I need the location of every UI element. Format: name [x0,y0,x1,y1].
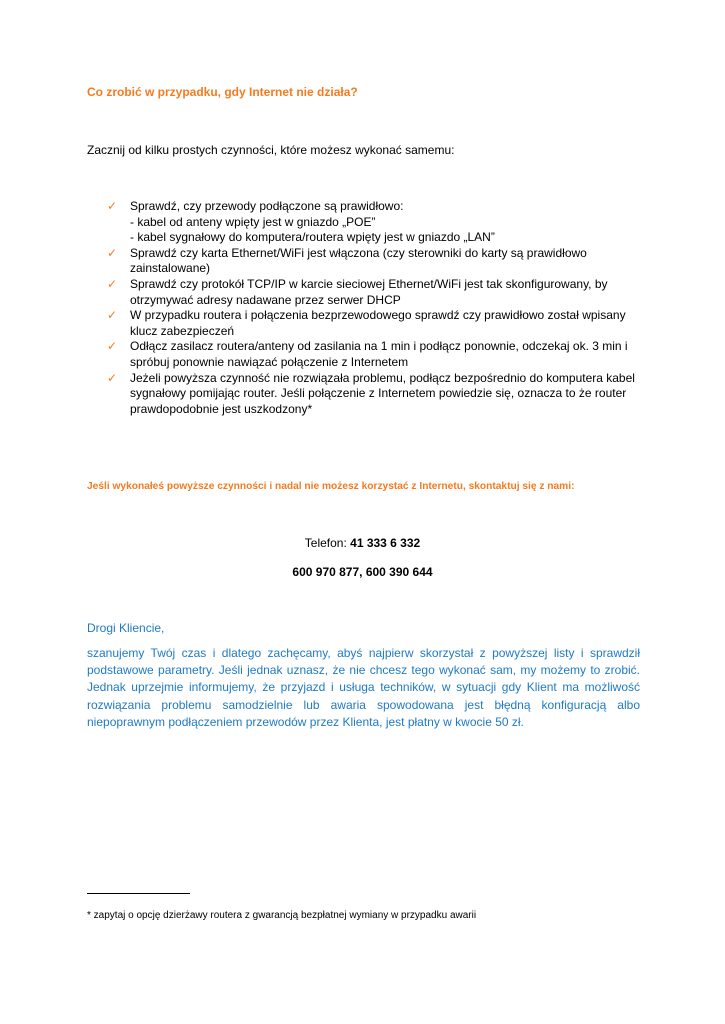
list-item [107,371,647,418]
troubleshooting-checklist [107,199,647,417]
check-icon: ✓ [107,370,118,385]
list-item [107,277,647,308]
phone-line [0,536,725,550]
page-title: Co zrobić w przypadku, gdy Internet nie działa? [87,85,358,99]
intro-text: Zacznij od kilku prostych czynności, które możesz wykonać samemu: [87,143,455,157]
list-item [107,246,647,277]
list-item-text: Sprawdź czy karta Ethernet/WiFi jest włączona (czy sterowniki do karty są prawidłowo zainstalowane) [130,245,587,276]
list-item-text: Sprawdź czy protokół TCP/IP w karcie sieciowej Ethernet/WiFi jest tak skonfigurowany, by otrzymywać adresy nadawane przez serwer DHCP [130,276,608,307]
list-item-text: Jeżeli powyższa czynność nie rozwiązała problemu, podłącz bezpośrednio do komputera kabel sygnałowy pomijając router. Jeśli połączenie z Internetem powiedzie się, oznacza to że router prawdopodobnie jest uszkodzony* [130,370,635,416]
check-icon: ✓ [107,245,118,260]
check-icon: ✓ [107,308,118,323]
list-item-subtext: - kabel od anteny wpięty jest w gniazdo „POE” [130,214,376,229]
list-item [107,308,647,339]
phone-label: Telefon: [304,536,347,550]
list-item [107,199,647,246]
greeting: Drogi Kliencie, [87,621,165,635]
footnote: * zapytaj o opcję dzierżawy routera z gwarancją bezpłatnej wymiany w przypadku awarii [87,910,477,921]
check-icon: ✓ [107,199,118,213]
list-item-text: W przypadku routera i połączenia bezprzewodowego sprawdź czy prawidłowo został wpisany klucz zabezpieczeń [130,308,626,338]
list-item-subtext: - kabel sygnałowy do komputera/routera wpięty jest w gniazdo „LAN” [130,230,495,245]
mobile-numbers: 600 970 877, 600 390 644 [292,565,433,579]
customer-message: szanujemy Twój czas i dlatego zachęcamy, abyś najpierw skorzystał z powyższej listy i sprawdził podstawowe parametry. Jeśli jednak uznasz, że nie chcesz tego wykonać sam, my możemy to zrobić. Jednak uprzejmie informujemy, że przyjazd i usługa techników, w sytuacji gdy Klient ma możliwość rozwiązania problemu samodzielnie lub awaria spowodowana jest błędną konfiguracją albo niepoprawnym podłączeniem przewodów przez Klienta, jest płatny w kwocie 50 zł. [87,646,640,729]
list-item-text: Odłącz zasilacz routera/anteny od zasilania na 1 min i podłącz ponownie, odczekaj ok. 3 min i spróbuj ponownie nawiązać połączenie z Internetem [130,339,628,369]
check-icon: ✓ [107,339,118,354]
list-item [107,339,647,370]
footnote-divider [87,893,190,894]
list-item-text: Sprawdź, czy przewody podłączone są prawidłowo: [130,199,404,213]
check-icon: ✓ [107,276,118,291]
phone-number: 41 333 6 332 [350,536,421,550]
contact-note: Jeśli wykonałeś powyższe czynności i nadal nie możesz korzystać z Internetu, skontaktuj się z nami: [87,481,575,492]
